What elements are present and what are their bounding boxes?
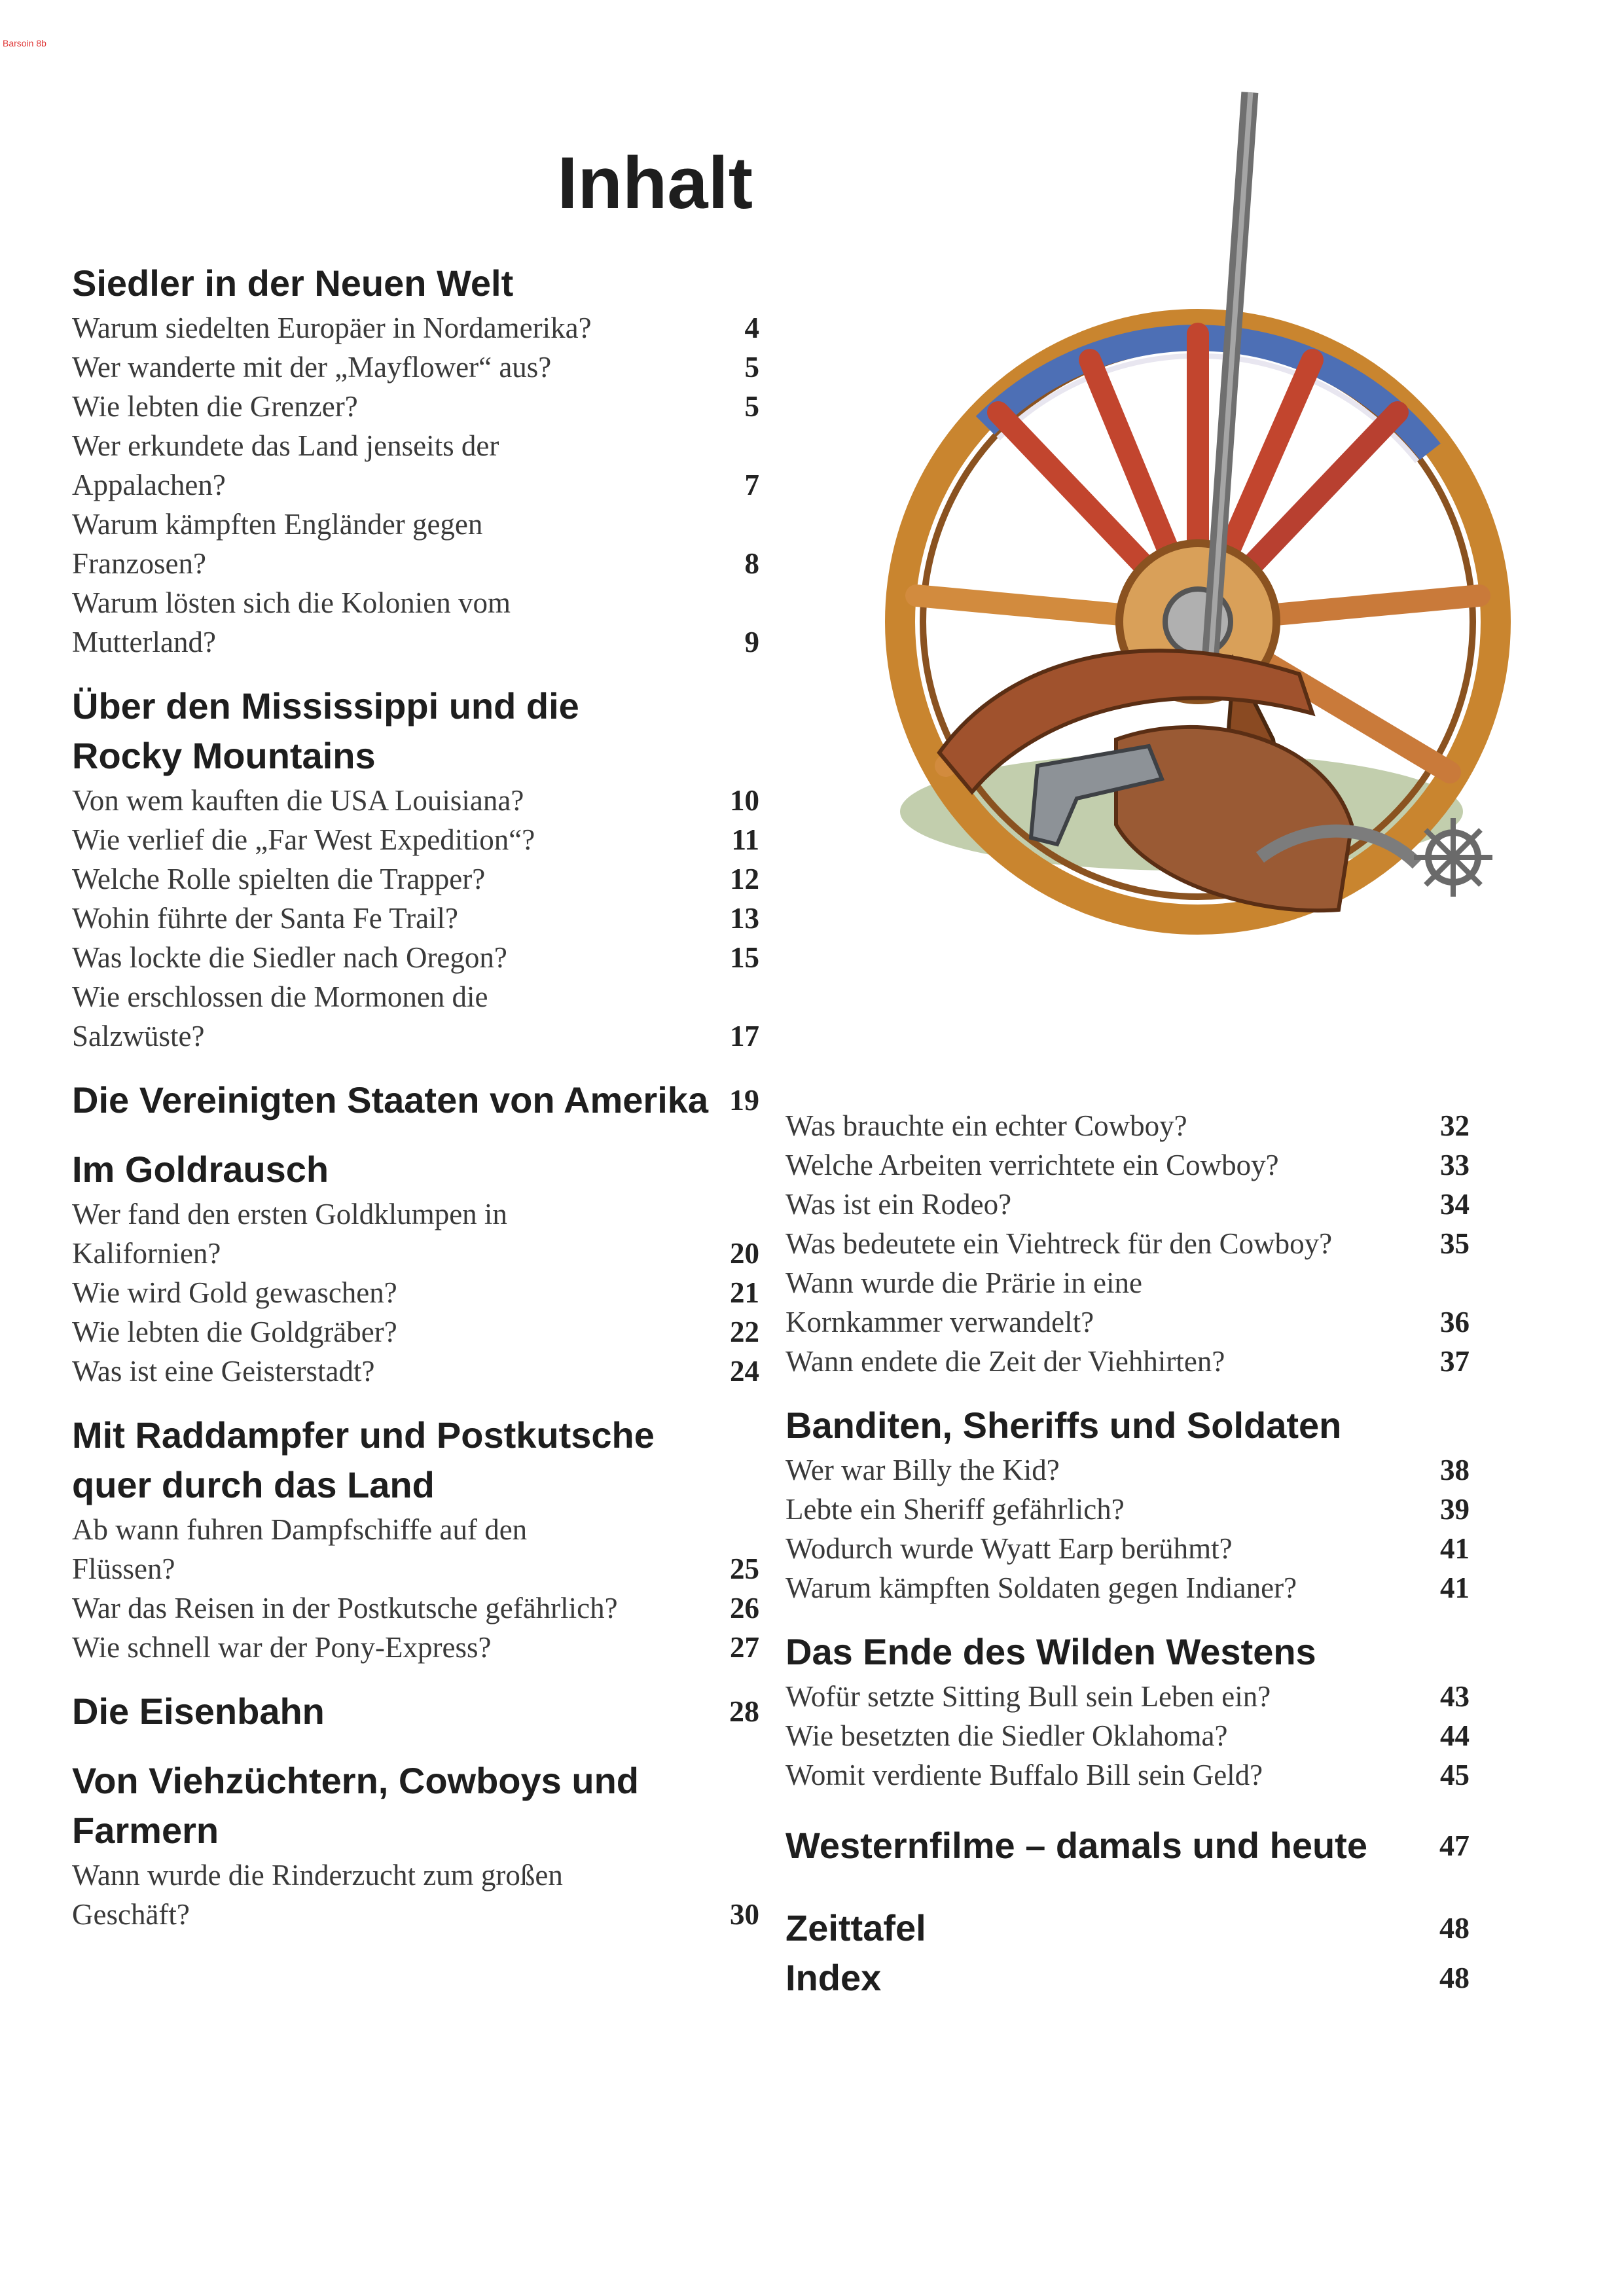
section-heading[interactable]: Mit Raddampfer und Postkutsche quer durch das Land [72, 1414, 655, 1505]
section-heading[interactable]: Die Eisenbahn 28 [72, 1691, 759, 1732]
page-title: Inhalt [557, 142, 753, 224]
section-heading[interactable]: Von Viehzüchtern, Cowboys und Farmern [72, 1760, 639, 1851]
toc-entry[interactable]: Wie lebten die Grenzer? 5 [72, 390, 759, 423]
toc-entry[interactable]: Wie besetzten die Siedler Oklahoma? 44 [785, 1719, 1470, 1752]
toc-section-ende-wilder-westen [785, 1627, 1470, 1795]
toc-entry[interactable]: Wofür setzte Sitting Bull sein Leben ein? 43 [785, 1680, 1470, 1713]
toc-entry[interactable]: Warum kämpften Engländer gegen Franzosen? 8 [72, 508, 759, 580]
toc-entry[interactable]: Wann endete die Zeit der Viehhirten? 37 [785, 1345, 1470, 1378]
toc-entry[interactable]: Was ist eine Geisterstadt? 24 [72, 1355, 759, 1388]
toc-section-goldrausch [72, 1145, 759, 1391]
toc-entry[interactable]: Was bedeutete ein Viehtreck für den Cowboy? 35 [785, 1227, 1470, 1260]
toc-entry[interactable]: Wer war Billy the Kid? 38 [785, 1454, 1470, 1486]
toc-entry[interactable]: War das Reisen in der Postkutsche gefährlich? 26 [72, 1592, 759, 1624]
section-heading[interactable]: Zeittafel 48 [785, 1907, 1470, 1948]
toc-left-column [72, 259, 759, 1934]
toc-entry[interactable]: Ab wann fuhren Dampfschiffe auf den Flüssen? 25 [72, 1513, 759, 1585]
toc-right-column [785, 1106, 1470, 2003]
toc-entry[interactable]: Womit verdiente Buffalo Bill sein Geld? 45 [785, 1759, 1470, 1791]
toc-section-eisenbahn [72, 1687, 759, 1736]
toc-entry[interactable]: Was lockte die Siedler nach Oregon? 15 [72, 941, 759, 974]
toc-entry[interactable]: Welche Rolle spielten die Trapper? 12 [72, 863, 759, 895]
toc-entry[interactable]: Warum kämpften Soldaten gegen Indianer? 41 [785, 1571, 1470, 1604]
toc-entry[interactable]: Wie wird Gold gewaschen? 21 [72, 1276, 759, 1309]
wagon-wheel-rifle-illustration [841, 85, 1515, 1047]
section-heading[interactable]: Index 48 [785, 1957, 1470, 1998]
toc-section-raddampfer [72, 1410, 759, 1667]
toc-section-siedler [72, 259, 759, 662]
toc-entry[interactable]: Wie lebten die Goldgräber? 22 [72, 1316, 759, 1348]
toc-entry[interactable]: Wie schnell war der Pony-Express? 27 [72, 1631, 759, 1664]
section-heading[interactable]: Über den Mississippi und die Rocky Mountains [72, 685, 579, 776]
toc-section-westernfilme [785, 1821, 1470, 1871]
toc-entry[interactable]: Wie erschlossen die Mormonen die Salzwüste? 17 [72, 980, 759, 1052]
toc-entry[interactable]: Wodurch wurde Wyatt Earp berühmt? 41 [785, 1532, 1470, 1565]
toc-section-banditen [785, 1401, 1470, 1607]
toc-entry[interactable]: Wer erkundete das Land jenseits der Appalachen? 7 [72, 429, 759, 501]
toc-section-index [785, 1953, 1470, 2003]
toc-entry[interactable]: Wohin führte der Santa Fe Trail? 13 [72, 902, 759, 935]
toc-section-vereinigte-staaten [72, 1075, 759, 1125]
section-heading[interactable]: Banditen, Sheriffs und Soldaten [785, 1405, 1342, 1446]
toc-entry[interactable]: Wer wanderte mit der „Mayflower“ aus? 5 [72, 351, 759, 384]
toc-entry[interactable]: Welche Arbeiten verrichtete ein Cowboy? 33 [785, 1149, 1470, 1181]
section-heading[interactable]: Das Ende des Wilden Westens [785, 1631, 1316, 1672]
section-heading[interactable]: Westernfilme – damals und heute 47 [785, 1825, 1470, 1866]
toc-section-cowboy-continued [785, 1106, 1470, 1381]
toc-section-mississippi [72, 681, 759, 1056]
toc-entry[interactable]: Wann wurde die Rinderzucht zum großen Geschäft? 30 [72, 1859, 759, 1931]
toc-entry[interactable]: Was brauchte ein echter Cowboy? 32 [785, 1109, 1470, 1142]
scan-stamp: Barsoin 8b [3, 38, 46, 48]
toc-entry[interactable]: Wie verlief die „Far West Expedition“? 11 [72, 823, 759, 856]
toc-entry[interactable]: Wer fand den ersten Goldklumpen in Kalifornien? 20 [72, 1198, 759, 1270]
toc-entry[interactable]: Von wem kauften die USA Louisiana? 10 [72, 784, 759, 817]
toc-entry[interactable]: Lebte ein Sheriff gefährlich? 39 [785, 1493, 1470, 1526]
toc-entry[interactable]: Wann wurde die Prärie in eine Kornkammer verwandelt? 36 [785, 1266, 1470, 1338]
toc-entry[interactable]: Warum lösten sich die Kolonien vom Mutterland? 9 [72, 586, 759, 658]
section-heading[interactable]: Die Vereinigten Staaten von Amerika 19 [72, 1079, 759, 1121]
section-heading[interactable]: Siedler in der Neuen Welt [72, 262, 514, 304]
toc-entry[interactable]: Warum siedelten Europäer in Nordamerika? 4 [72, 312, 759, 344]
toc-entry[interactable]: Was ist ein Rodeo? 34 [785, 1188, 1470, 1221]
toc-section-viehzuechter [72, 1756, 759, 1934]
section-heading[interactable]: Im Goldrausch [72, 1149, 329, 1190]
toc-section-zeittafel [785, 1903, 1470, 1953]
